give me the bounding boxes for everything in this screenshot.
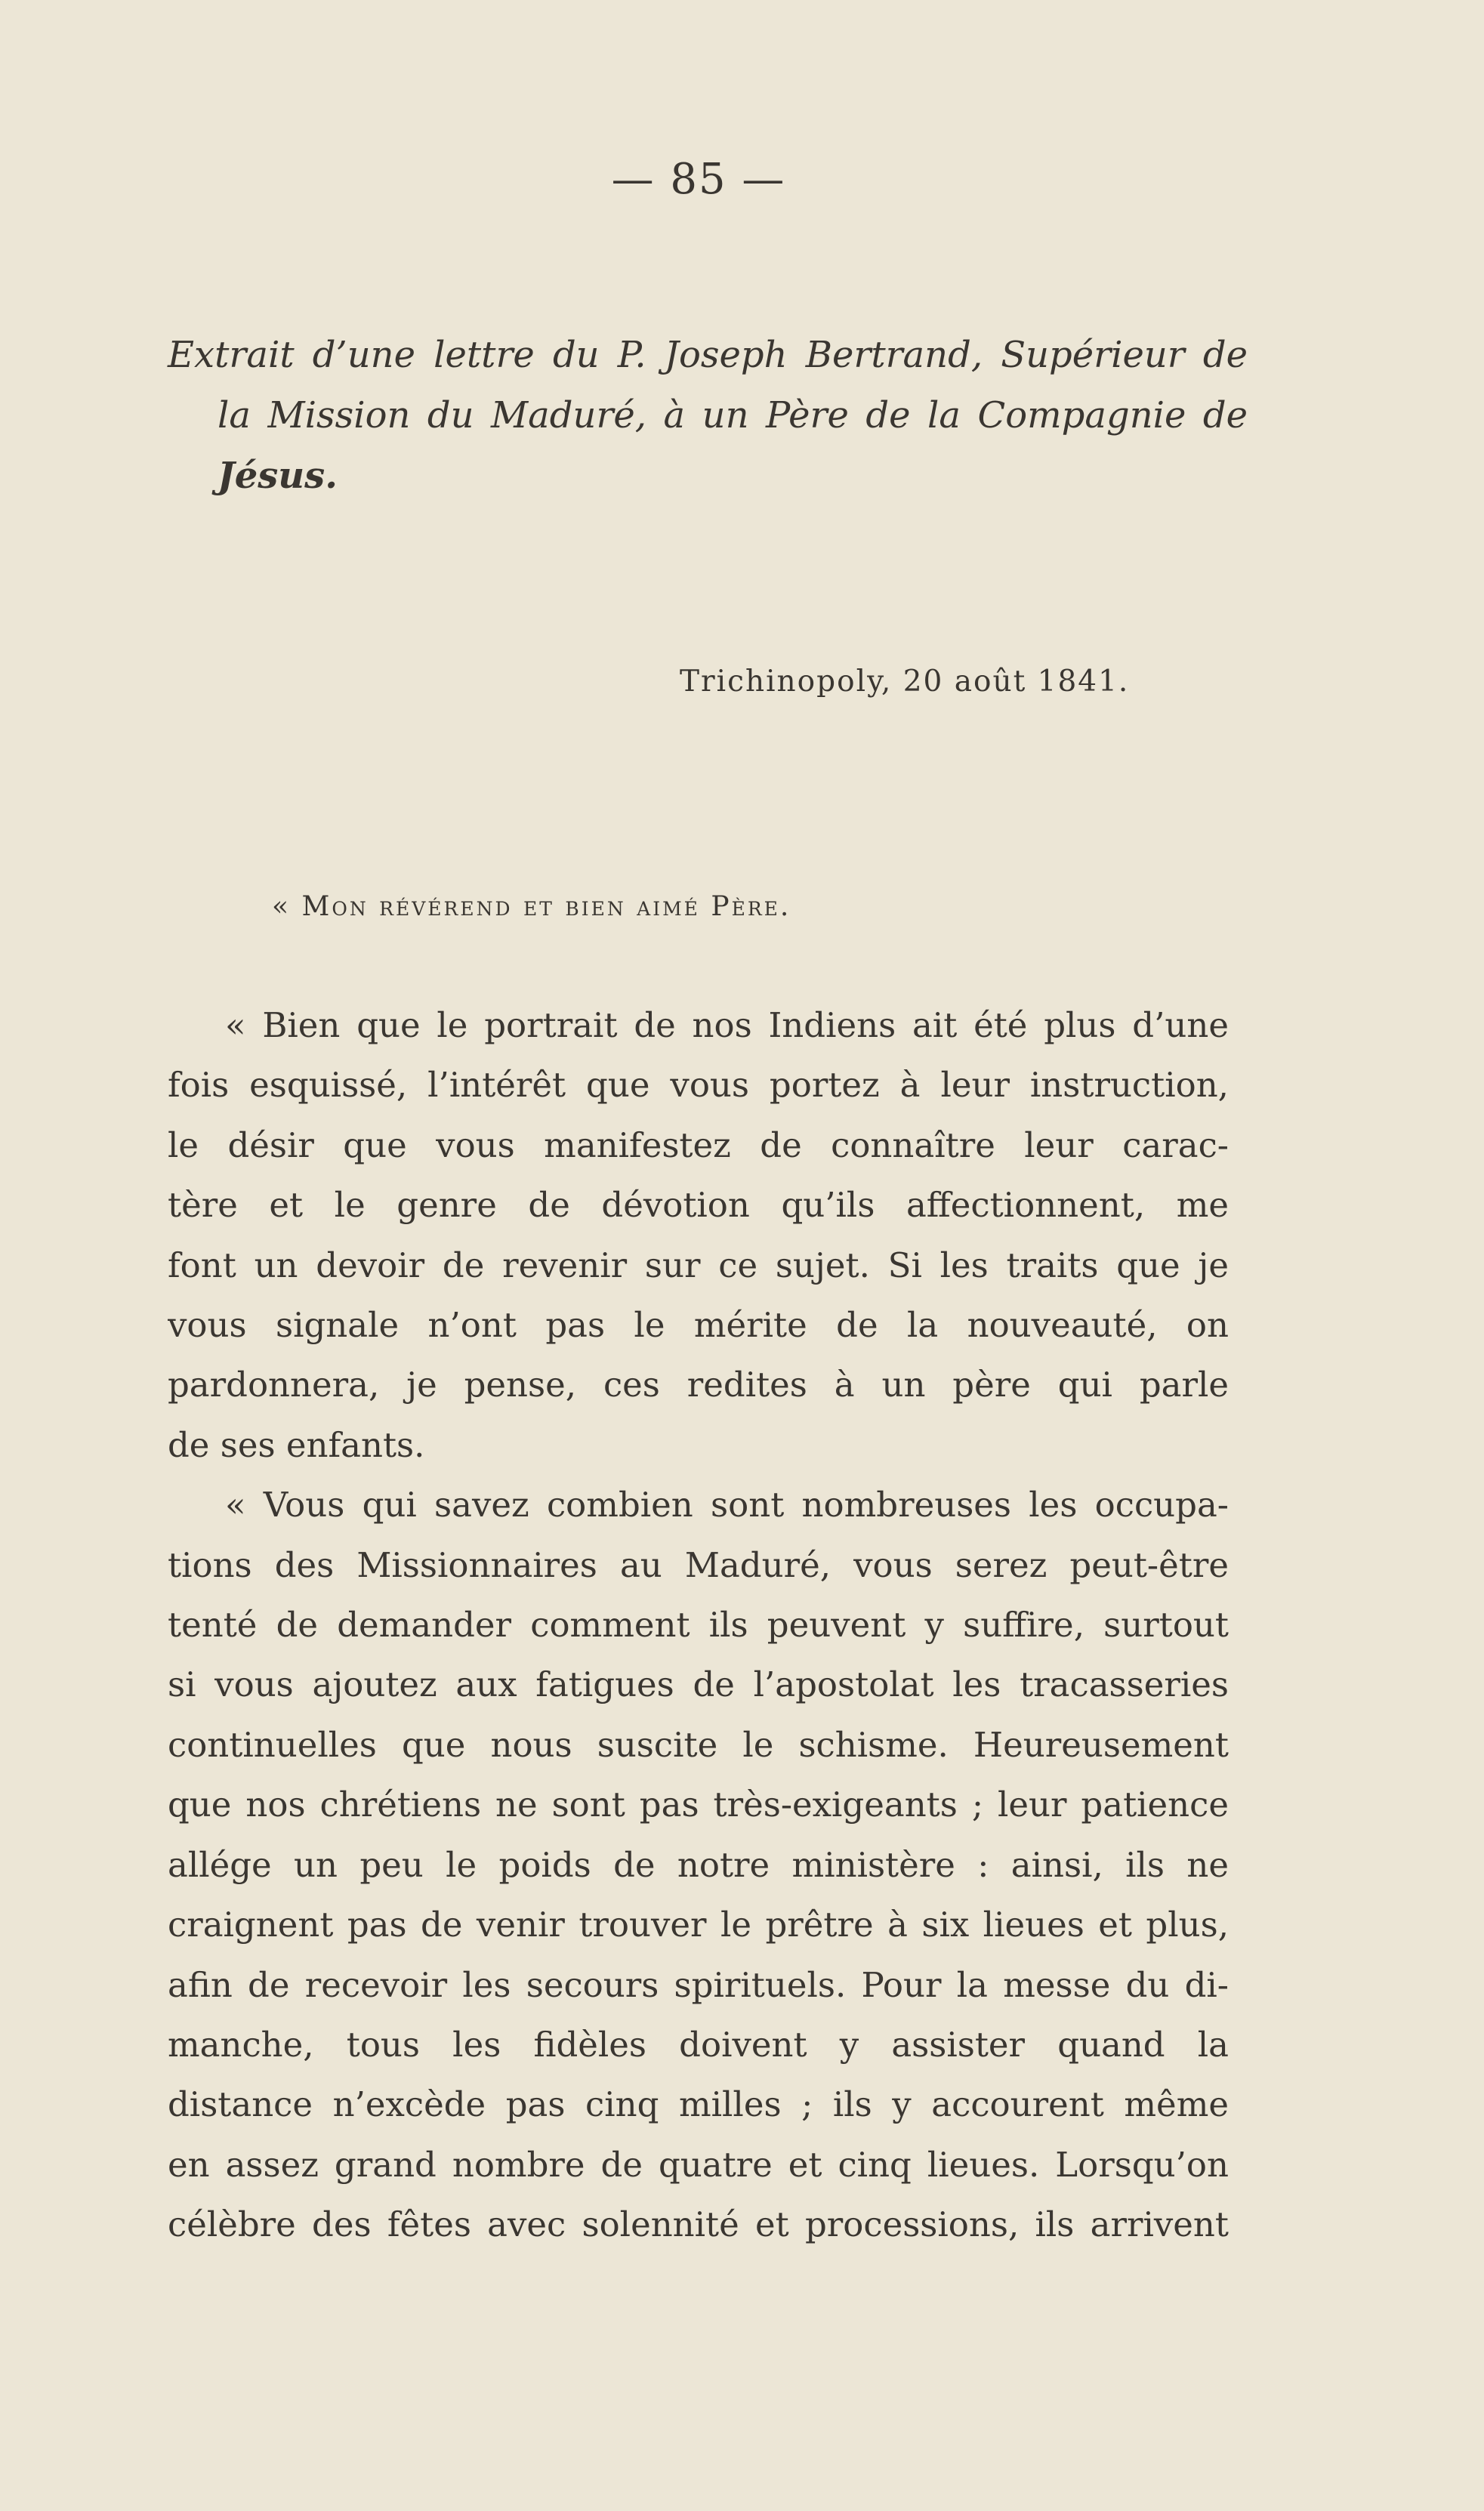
text-line: si vous ajoutez aux fatigues de l’apostolat les tracasseries: [168, 1664, 1229, 1705]
text-line: distance n’excède pas cinq milles ; ils y accourent même: [168, 2084, 1229, 2125]
text-line: de ses enfants.: [168, 1424, 425, 1465]
text-line: « Bien que le portrait de nos Indiens ait été plus d’une: [225, 1005, 1229, 1045]
text-line: manche, tous les fidèles doivent y assister quand la: [168, 2024, 1229, 2065]
text-line: que nos chrétiens ne sont pas très-exigeants ; leur patience: [168, 1785, 1229, 1825]
text-line: afin de recevoir les secours spirituels. Pour la messe du di-: [168, 1964, 1229, 2005]
text-line: allége un peu le poids de notre ministère : ainsi, ils ne: [168, 1844, 1229, 1885]
text-line: pardonnera, je pense, ces redites à un père qui parle: [168, 1365, 1229, 1405]
text-line: fois esquissé, l’intérêt que vous portez à leur instruction,: [168, 1065, 1229, 1106]
text-line: craignent pas de venir trouver le prêtre à six lieues et plus,: [168, 1905, 1229, 1945]
heading-line: Jésus.: [218, 455, 338, 497]
text-line: le désir que vous manifestez de connaître leur carac-: [168, 1124, 1229, 1165]
text-line: vous signale n’ont pas le mérite de la nouveauté, on: [168, 1305, 1229, 1346]
text-line: célèbre des fêtes avec solennité et processions, ils arrivent: [168, 2204, 1229, 2245]
letter-body: [168, 995, 1229, 2255]
letter-heading: [168, 325, 1248, 506]
page-number: — 85 —: [611, 155, 786, 204]
text-line: tenté de demander comment ils peuvent y suffire, surtout: [168, 1605, 1229, 1646]
text-line: font un devoir de revenir sur ce sujet. Si les traits que je: [168, 1245, 1229, 1285]
text-line: tère et le genre de dévotion qu’ils affectionnent, me: [168, 1185, 1229, 1226]
text-line: tions des Missionnaires au Maduré, vous serez peut-être: [168, 1544, 1229, 1585]
text-line: « Vous qui savez combien sont nombreuses les occupa-: [225, 1485, 1229, 1525]
salutation: « Mon révérend et bien aimé Père.: [272, 891, 791, 922]
heading-line: la Mission du Maduré, à un Père de la Compagnie de: [218, 394, 1248, 436]
heading-line: Extrait d’une lettre du P. Joseph Bertrand, Supérieur de: [168, 334, 1248, 376]
text-line: continuelles que nous suscite le schisme. Heureusement: [168, 1724, 1229, 1765]
text-line: en assez grand nombre de quatre et cinq lieues. Lorsqu’on: [168, 2144, 1229, 2185]
dateline: Trichinopoly, 20 août 1841.: [680, 665, 1130, 699]
